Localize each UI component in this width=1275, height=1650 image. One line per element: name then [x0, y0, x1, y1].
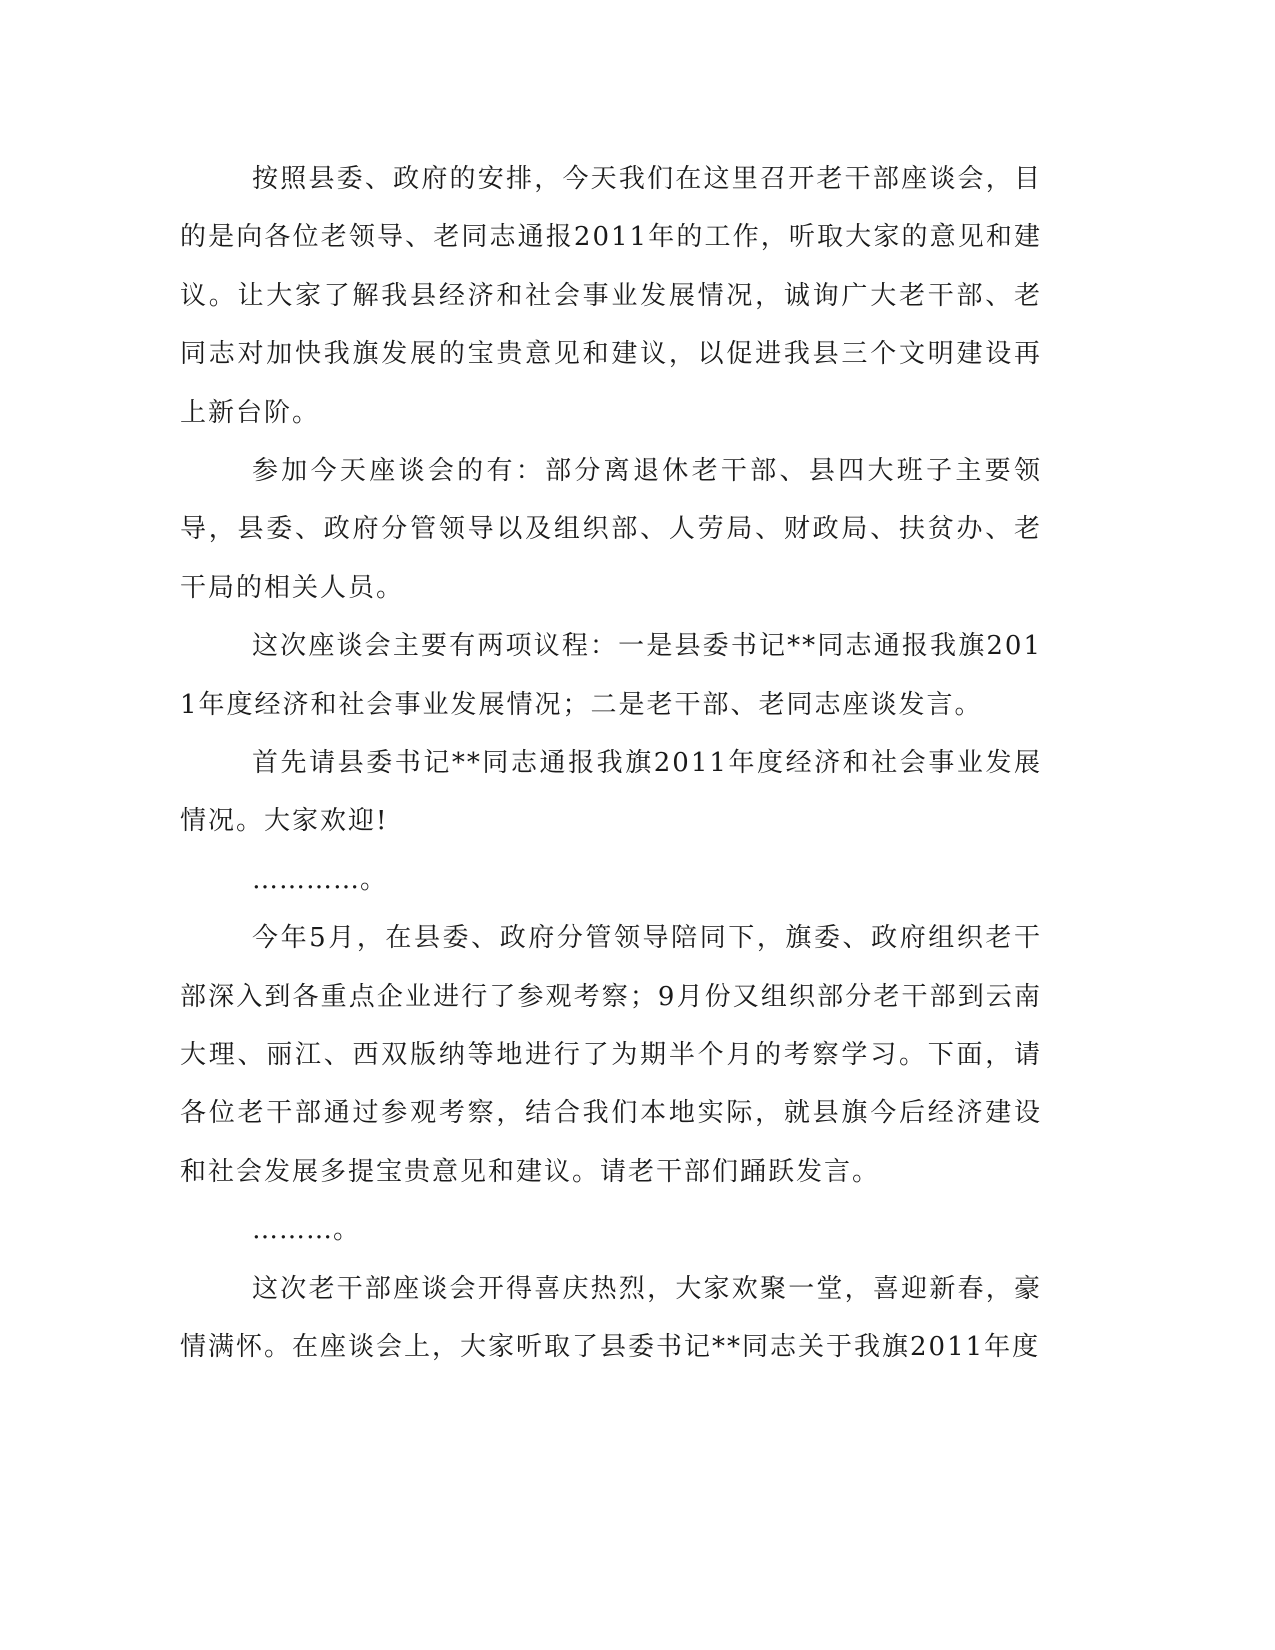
- paragraph-invitation: 首先请县委书记**同志通报我旗2011年度经济和社会事业发展情况。大家欢迎!: [180, 748, 1042, 837]
- paragraph-inspection: 今年5月，在县委、政府分管领导陪同下，旗委、政府组织老干部深入到各重点企业进行了参观考察；9月份又组织部分老干部到云南大理、丽江、西双版纳等地进行了为期半个月的考察学习。下面，请各位老干部通过参观考察，结合我们本地实际，就县旗今后经济建设和社会发展多提宝贵意见和建议。请老干部们踊跃发言。: [180, 923, 1042, 1187]
- paragraph-agenda: 这次座谈会主要有两项议程：一是县委书记**同志通报我旗2011年度经济和社会事业发展情况；二是老干部、老同志座谈发言。: [180, 631, 1042, 720]
- document-body: [180, 150, 1042, 1377]
- paragraph-summary: 这次老干部座谈会开得喜庆热烈，大家欢聚一堂，喜迎新春，豪情满怀。在座谈会上，大家听取了县委书记**同志关于我旗2011年度: [180, 1273, 1042, 1363]
- paragraph-opening: 按照县委、政府的安排，今天我们在这里召开老干部座谈会，目的是向各位老领导、老同志通报2011年的工作，听取大家的意见和建议。让大家了解我县经济和社会事业发展情况，诚询广大老干部、老同志对加快我旗发展的宝贵意见和建议，以促进我县三个文明建设再上新台阶。: [180, 164, 1042, 428]
- paragraph-attendees: 参加今天座谈会的有：部分离退休老干部、县四大班子主要领导，县委、政府分管领导以及组织部、人劳局、财政局、扶贫办、老干局的相关人员。: [180, 456, 1042, 603]
- ellipsis-omission-2: ………。: [252, 1215, 361, 1246]
- ellipsis-omission-1: …………。: [252, 864, 388, 895]
